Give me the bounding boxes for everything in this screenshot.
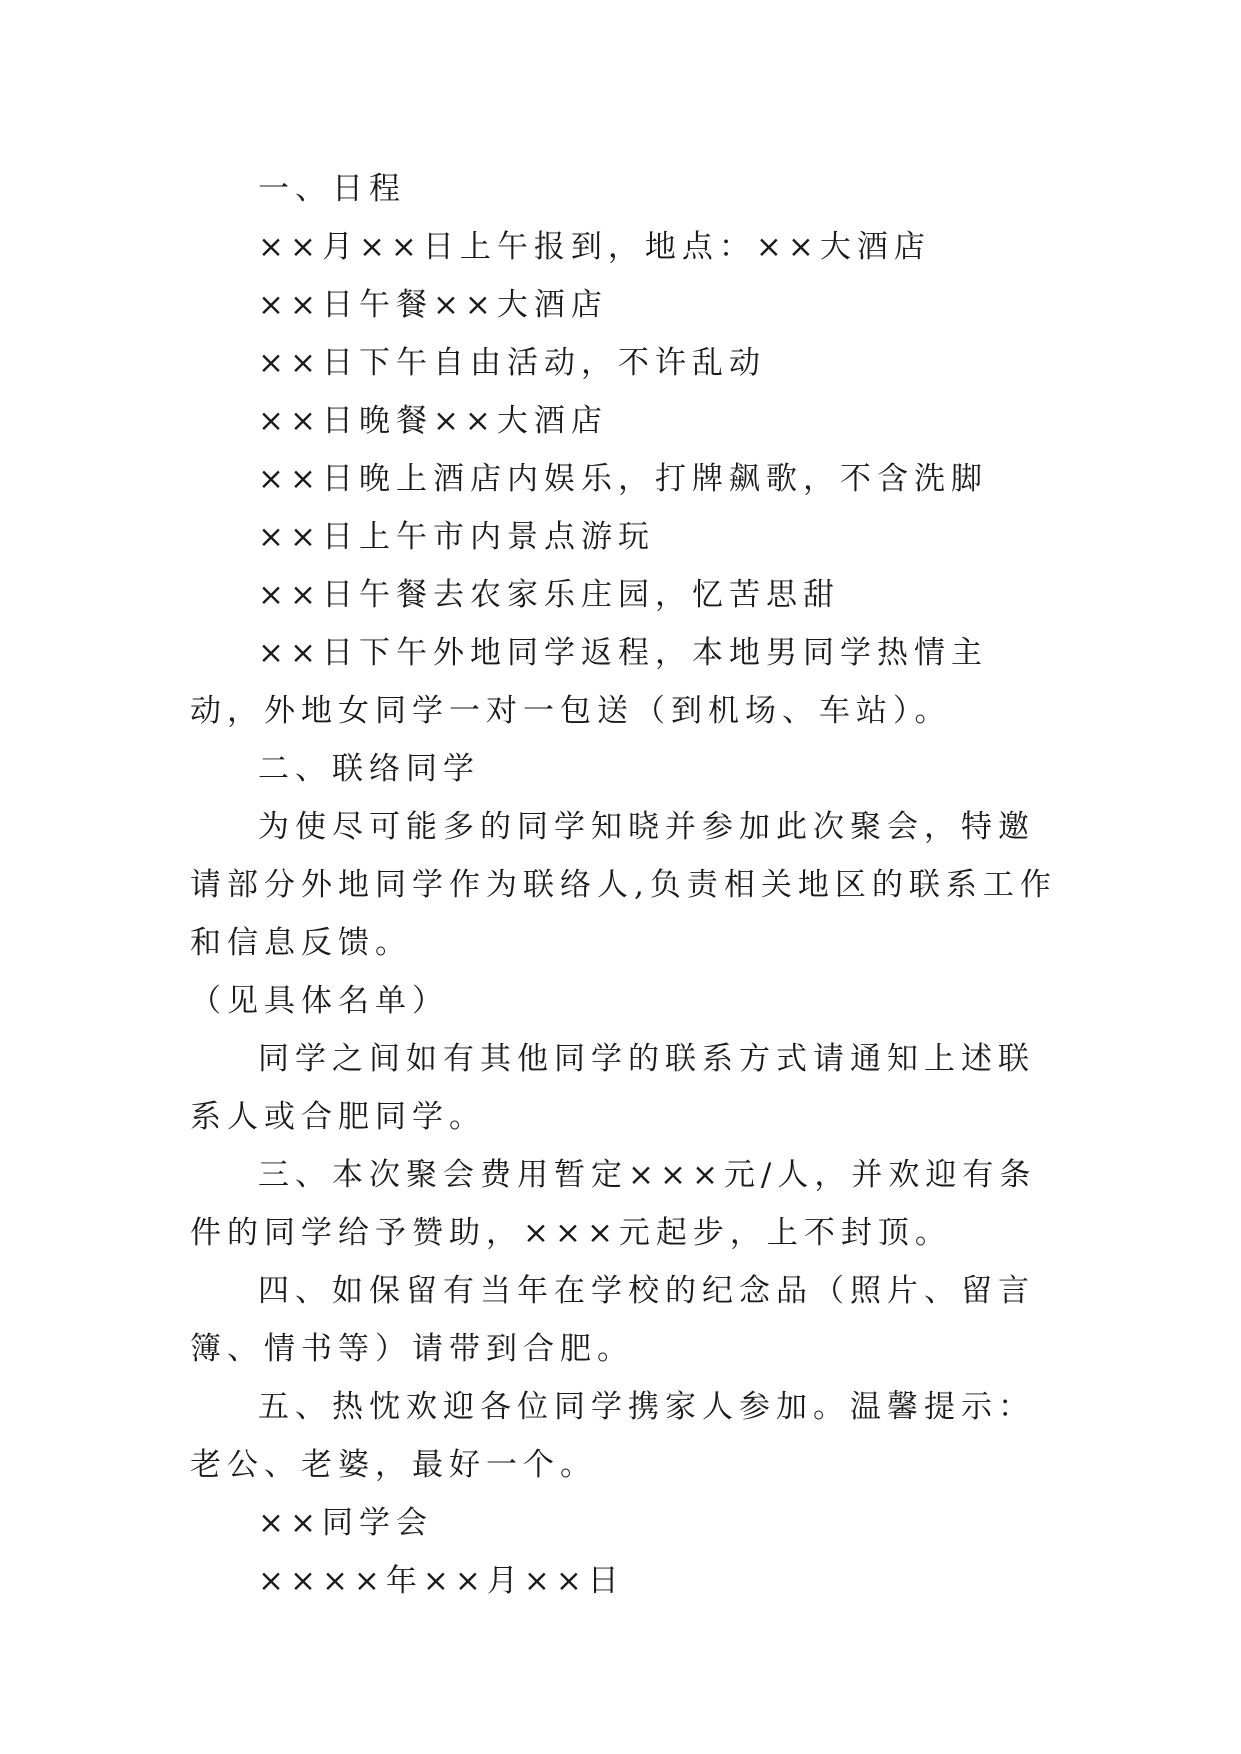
- schedule-item-farm-lunch: ××日午餐去农家乐庄园，忆苦思甜: [258, 577, 840, 613]
- schedule-item-morning-sightseeing: ××日上午市内景点游玩: [258, 519, 655, 555]
- schedule-item-afternoon-free: ××日下午自由活动，不许乱动: [258, 345, 766, 381]
- schedule-item-dinner: ××日晚餐××大酒店: [258, 403, 608, 439]
- schedule-item-return-trip: ××日下午外地同学返程，本地男同学热情主动，外地女同学一对一包送（到机场、车站）。: [190, 635, 988, 729]
- contact-info-paragraph: 同学之间如有其他同学的联系方式请通知上述联系人或合肥同学。: [190, 1041, 1035, 1135]
- section-family: 五、热忱欢迎各位同学携家人参加。温馨提示：老公、老婆，最好一个。: [190, 1389, 1035, 1483]
- schedule-item-registration: ××月××日上午报到，地点：××大酒店: [258, 229, 931, 265]
- section-heading-schedule: 一、日程: [258, 171, 406, 207]
- signature-date: ××××年××月××日: [258, 1563, 625, 1599]
- contact-paragraph: 为使尽可能多的同学知晓并参加此次聚会，特邀请部分外地同学作为联络人,负责相关地区的联系工作和信息反馈。: [190, 809, 1057, 961]
- signature-organization: ××同学会: [258, 1505, 433, 1541]
- section-souvenirs: 四、如保留有当年在学校的纪念品（照片、留言簿、情书等）请带到合肥。: [190, 1273, 1035, 1367]
- document-body: [190, 160, 1060, 1610]
- section-fee: 三、本次聚会费用暂定×××元/人，并欢迎有条件的同学给予赞助，×××元起步，上不封顶。: [190, 1157, 1037, 1251]
- contact-list-note: （见具体名单）: [190, 983, 449, 1019]
- schedule-item-lunch: ××日午餐××大酒店: [258, 287, 608, 323]
- section-heading-contact: 二、联络同学: [258, 751, 480, 787]
- schedule-item-evening-entertainment: ××日晚上酒店内娱乐，打牌飙歌，不含洗脚: [258, 461, 988, 497]
